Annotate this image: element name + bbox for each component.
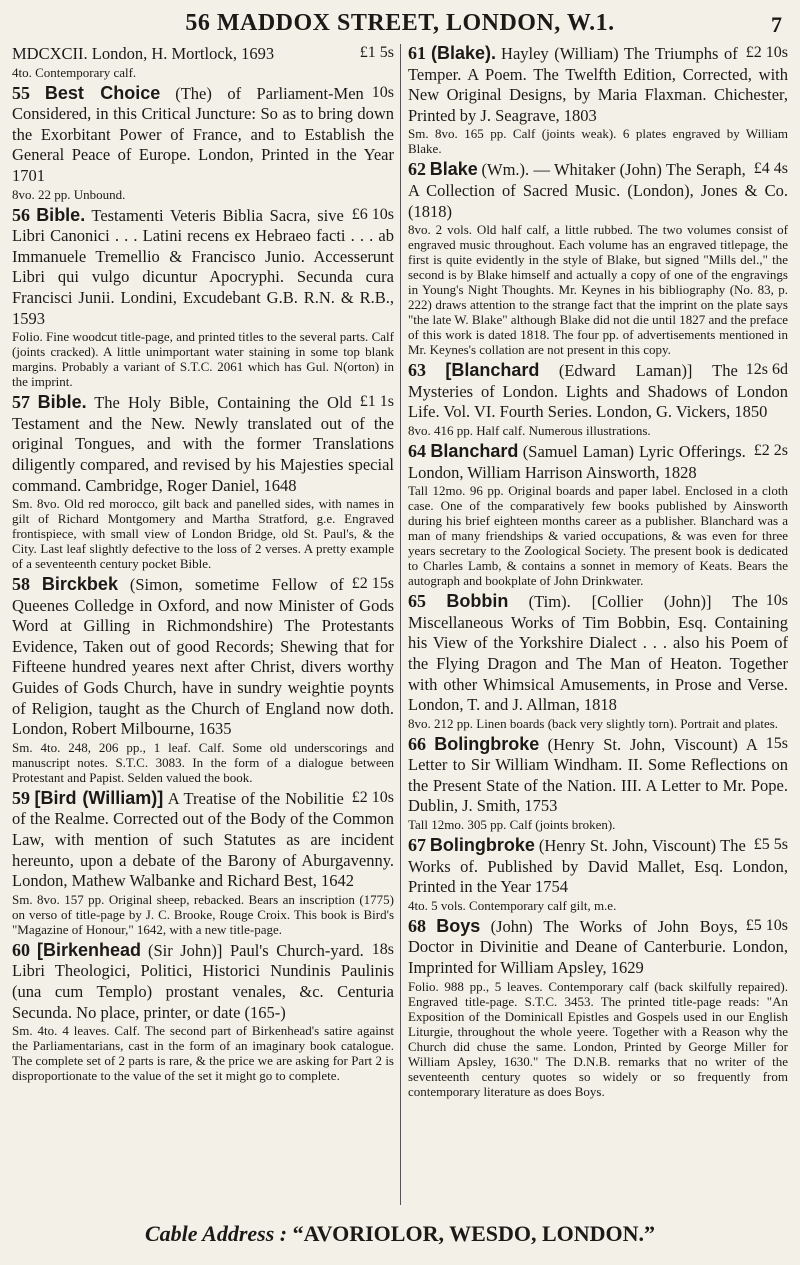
entry-price: £4 4s (753, 160, 788, 178)
entry-price: £5 5s (753, 836, 788, 854)
entry-description: Sm. 4to. 4 leaves. Calf. The second part of Birkenhead's satire against the Parliamentarians, cast in the form of an imaginary book catalogue. The complete set of 2 parts is rare, & the price we are asking for Part 2 is disproportionate to the value of the set it might go to complete. (12, 1023, 394, 1084)
entry-price: 18s (371, 940, 394, 958)
entry-description: Sm. 8vo. 157 pp. Original sheep, rebacked. Bears an inscription (1775) on verso of title-page by J. C. Brooke, Rouge Croix. This book is Bird's "Magazine of Honour," 1642, with a new title-page. (12, 891, 394, 937)
entry-title: (Tim). [Collier (John)] The Miscellaneous Works of Tim Bobbin, Esq. Containing his View of the Yorkshire Dialect . . . also his Poem of the Flying Dragon and The Man of Heaton. Together with other Whimsical Amusements, in Prose and Verse. London, T. and J. Allman, 1818 (408, 592, 788, 715)
entry-title: (The) of Parliament-Men Considered, in this Critical Juncture: So as to bring down the Exorbitant Power of France, and to Establish the General Peace of Europe. London, Printed in the Year 1701 (12, 83, 394, 185)
entry-keyword: Birckbek (41, 574, 118, 595)
entry-description: 8vo. 212 pp. Linen boards (back very slightly torn). Portrait and plates. (408, 715, 779, 731)
entry-description: Sm. 8vo. 165 pp. Calf (joints weak). 6 plates engraved by William Blake. (408, 126, 788, 157)
entry-keyword: Bolingbroke (429, 835, 535, 856)
entry-price: 10s (371, 83, 394, 101)
entry-keyword: Best Choice (44, 82, 161, 103)
entry-number: 60 (12, 939, 30, 960)
entry-price: £2 2s (753, 441, 788, 459)
right-entries (408, 44, 788, 1099)
entry-title: A Treatise of the Nobilitie of the Realme. Corrected out of the Body of the Common Law, with mention of such Statutes as are incident hereunto, upon a debate of the Barony of Aburgavenny. London, Mathew Walbanke and Richard Best, 1642 (12, 788, 394, 891)
entry-number: 63 (408, 360, 426, 381)
continuation-imprint: MDCXCII. London, H. Mortlock, 1693 (12, 44, 275, 63)
entry-number: 61 (408, 44, 426, 63)
entry-description: Sm. 4to. 248, 206 pp., 1 leaf. Calf. Some old underscorings and manuscript notes. S.T.C. 3083. In the form of a dialogue between Protestant and Papist. Selden valued the book. (12, 739, 394, 785)
entry-number: 64 (408, 440, 426, 461)
entry-keyword: Bolingbroke (434, 733, 540, 754)
entry-price: £6 10s (351, 205, 394, 223)
catalogue-entry (408, 592, 788, 731)
entry-keyword: Bible. (36, 204, 86, 225)
entry-description: 8vo. 22 pp. Unbound. (12, 186, 126, 202)
entry-title: (Sir John)] Paul's Church-yard. Libri Theologici, Politici, Historici Nundinis Paulinis (una cum Templo) prostant venales, &c. Centuria Secunda. No place, printer, or date (165-) (12, 940, 394, 1022)
catalogue-entry (408, 917, 788, 1099)
catalogue-entry (12, 393, 394, 571)
page-number: 7 (771, 12, 782, 37)
entry-description: 4to. 5 vols. Contemporary calf gilt, m.e. (408, 897, 617, 913)
continuation-price: £1 5s (359, 44, 394, 61)
entry-description: Tall 12mo. 305 pp. Calf (joints broken). (408, 817, 616, 833)
entry-title: (Edward Laman)] The Mysteries of London. Lights and Shadows of London Life. Vol. VI. Fourth Series. London, G. Vickers, 1850 (408, 361, 788, 422)
entry-number: 62 (408, 159, 426, 180)
entry-number: 59 (12, 787, 30, 808)
entry-number: 58 (12, 574, 30, 595)
entry-number: 66 (408, 733, 426, 754)
continuation-entry (12, 44, 394, 80)
entry-keyword: Boys (436, 915, 481, 936)
entry-number: 68 (408, 915, 426, 936)
entry-title: (Henry St. John, Viscount) A Letter to Sir William Windham. II. Some Reflections on the Present State of the Nation. III. A Letter to Mr. Pope. Dublin, J. Smith, 1753 (408, 734, 788, 816)
catalogue-entry (12, 789, 394, 937)
left-column (12, 44, 401, 1205)
entry-number: 65 (408, 591, 426, 612)
entry-price: £1 1s (359, 393, 394, 411)
entry-price: 10s (765, 592, 788, 610)
entry-price: £2 15s (351, 575, 394, 593)
entry-number: 55 (12, 82, 30, 103)
entry-price: 15s (765, 734, 788, 752)
entry-description: Sm. 8vo. Old red morocco, gilt back and panelled sides, with names in gilt of Richard Montgomery and Martha Stratford, g.e. Engraved frontispiece, with small view of London Bridge, old St. Paul's, & the City. Last leaf slightly defective to the loss of 2 verses. A pretty example of a seventeenth century pocket Bible. (12, 496, 394, 572)
entry-description: Folio. 988 pp., 5 leaves. Contemporary calf (back skilfully repaired). Engraved title-page. S.T.C. 3453. The printed title-page reads: "An Exposition of the Dominicall Epistles and Gospels used in our English Liturgie, throughout the whole yeere. Together with a Reason why the Church did chuse the same. London, Printed by George Miller for William Apsley, 1630." The D.N.B. remarks that no writer of the seventeenth century quotes so widely or so frequently from contemporary literature as does Boys. (408, 978, 788, 1099)
entry-price: 12s 6d (745, 361, 788, 379)
catalogue-entry (408, 361, 788, 438)
catalogue-entry (12, 575, 394, 785)
entry-keyword: Blanchard (430, 440, 519, 461)
entry-keyword: [Birkenhead (36, 939, 141, 960)
cable-address (0, 1221, 800, 1247)
entry-number: 56 (12, 204, 30, 225)
entry-keyword: (Blake). (431, 44, 497, 63)
catalogue-entry (408, 44, 788, 156)
continuation-desc: 4to. Contemporary calf. (12, 64, 137, 80)
entry-keyword: Bible. (37, 392, 87, 413)
page-header: 56 MADDOX STREET, LONDON, W.1. (185, 10, 615, 36)
entry-description: Tall 12mo. 96 pp. Original boards and paper label. Enclosed in a cloth case. One of the comparatively few books published by Ainsworth during his brief eighteen months career as a publisher. Blanchard was a man of many friendships & varied occupations, & was even for three years secretary to the Zoological Society. The present book is dedicated to Charles Lamb, & contains a sonnet in memory of Keats. Bears the autograph and bookplate of John Drinkwater. (408, 483, 788, 589)
entry-description: Folio. Fine woodcut title-page, and printed titles to the several parts. Calf (joints cracked). A little unimportant water staining in some top blank margins. Probably a variant of S.T.C. 2061 which has Gul. N(orton) in the imprint. (12, 329, 394, 390)
entry-title: (Simon, sometime Fellow of Queenes Colledge in Oxford, and now Minister of Gods Word at Gilling in Richmondshire) The Protestants Evidence, Taken out of good Records; Shewing that for Fifteene hundred yeares next after Christ, divers worthy Guides of Gods Church, have in sundry weightie poynts of Religion, taught as the Church of England now doth. London, Robert Milbourne, 1635 (12, 575, 394, 739)
left-entries (12, 84, 394, 1084)
entry-title: (Henry St. John, Viscount) The Works of. Published by David Mallet, Esq. London, Printed in the Year 1754 (408, 836, 788, 897)
entry-price: £2 10s (351, 788, 394, 806)
entry-title: (John) The Works of John Boys, Doctor in Divinitie and Deane of Canterburie. London, Imprinted for William Apsley, 1629 (408, 916, 788, 978)
catalogue-entry (12, 206, 394, 390)
entry-description: 8vo. 2 vols. Old half calf, a little rubbed. The two volumes consist of engraved music throughout. Each volume has an engraved titlepage, the first is quite evidently in the style of Blake, but signed "Mills del.," the second is by Blake himself and actually a copy of one of the engravings in Young's Night Thoughts. Mr. Keynes in his bibliography (No. 83, p. 222) draws attention to the strange fact that the imprint on the plate says "the late W. Blake" although Blake did not die until 1827 and the preface of this work is dated 1818. The four pp. of advertisements mentioned in Mr. Keynes's collation are not present in this copy. (408, 222, 788, 358)
catalogue-entry (408, 836, 788, 913)
catalogue-entry (12, 84, 394, 202)
cable-address-value: “AVORIOLOR, WESDO, LONDON.” (292, 1221, 656, 1246)
cable-address-label: Cable Address : (144, 1221, 288, 1246)
entry-number: 67 (408, 835, 426, 856)
entry-number: 57 (12, 392, 30, 413)
entry-title: Hayley (William) The Triumphs of Temper. A Poem. The Twelfth Edition, Corrected, with New Original Designs, by Maria Flaxman. Chichester, Printed by J. Seagrave, 1803 (408, 44, 788, 125)
entry-price: £2 10s (745, 44, 788, 61)
entry-title: The Holy Bible, Containing the Old Testament and the New. Newly translated out of the original Tongues, and with the former Translations diligently compared, and revised by his Majesties special command. Cambridge, Roger Daniel, 1648 (12, 393, 394, 495)
catalogue-entry (408, 442, 788, 588)
catalogue-entry (12, 941, 394, 1083)
entry-title: (Samuel Laman) Lyric Offerings. London, William Harrison Ainsworth, 1828 (408, 441, 746, 482)
catalogue-entry (408, 160, 788, 357)
catalogue-entry (408, 735, 788, 832)
entry-keyword: Bobbin (446, 591, 509, 612)
entry-price: £5 10s (745, 916, 788, 934)
right-column (408, 44, 788, 1205)
entry-keyword: [Bird (William)] (34, 787, 164, 808)
entry-keyword: [Blanchard (445, 360, 540, 381)
entry-title: Testamenti Veteris Biblia Sacra, sive Libri Canonici . . . Latini recens ex Hebraeo facti . . . ab Immanuele Tremellio & Francisco Junio. Accesserunt Libri qui vulgo dicuntur Apocryphi. Secunda cura Francisci Junii. Londini, Excudebant G.B. R.N. & R.B., 1593 (12, 205, 394, 328)
entry-description: 8vo. 416 pp. Half calf. Numerous illustrations. (408, 422, 651, 438)
entry-keyword: Blake (429, 159, 478, 180)
entry-title: (Wm.). — Whitaker (John) The Seraph, A Collection of Sacred Music. (London), Jones & Co. (1818) (408, 160, 788, 221)
